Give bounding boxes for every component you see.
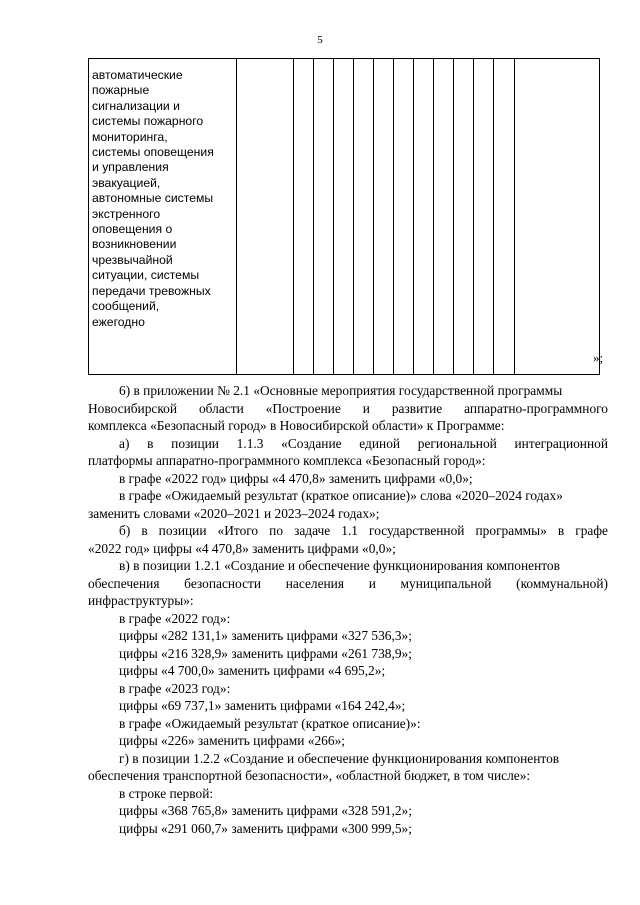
text-line: г) в позиции 1.2.2 «Создание и обеспечение функционирования компонентов [119, 750, 560, 766]
text-line: цифры «216 328,9» заменить цифрами «261 738,9»; [119, 645, 412, 661]
cell-text-line: эвакуацией, [92, 175, 161, 190]
text-line: цифры «226» заменить цифрами «266»; [119, 733, 345, 748]
cell-text-line: системы пожарного [92, 114, 204, 129]
table-row [89, 59, 600, 375]
cell-text-line: ежегодно [92, 314, 145, 329]
text-line: в графе «2022 год» цифры «4 470,8» заменить цифрами «0,0»; [119, 470, 473, 486]
table-cell [354, 59, 374, 375]
table-cell [294, 59, 314, 375]
table-cell [334, 59, 354, 375]
text-line: б) в позиции «Итого по задаче 1.1 государственной программы» в графе [119, 523, 608, 538]
cell-text-line: автономные системы [92, 191, 214, 206]
text-line: в строке первой: [119, 785, 214, 801]
page-number: 5 [317, 34, 323, 46]
table-cell [454, 59, 474, 375]
text-line: обеспечения безопасности населения и муниципальной (коммунальной) [88, 575, 608, 591]
text-line: цифры «291 060,7» заменить цифрами «300 999,5»; [119, 820, 412, 836]
table-closing-quote: »; [593, 350, 604, 365]
text-line: в графе «Ожидаемый результат (краткое описание)»: [119, 715, 421, 731]
cell-text-line: сообщений, [92, 299, 160, 314]
cell-text-line: и управления [92, 160, 169, 175]
text-line: инфраструктуры»: [88, 593, 194, 608]
description-cell [89, 59, 237, 375]
text-line: в графе «2022 год»: [119, 610, 231, 626]
table-cell [414, 59, 434, 375]
text-line: обеспечения транспортной безопасности», «областной бюджет, в том числе»: [88, 768, 531, 783]
text-line: цифры «282 131,1» заменить цифрами «327 536,3»; [119, 628, 412, 643]
text-line: Новосибирской области «Построение и развитие аппаратно-программного [88, 400, 608, 416]
text-line: 6) в приложении № 2.1 «Основные мероприятия государственной программы [119, 383, 563, 398]
text-line: цифры «4 700,0» заменить цифрами «4 695,2»; [119, 663, 386, 678]
text-line: цифры «69 737,1» заменить цифрами «164 242,4»; [119, 698, 406, 713]
cell-text-line: системы оповещения [92, 145, 214, 160]
table-cell [494, 59, 515, 375]
cell-text-line: передачи тревожных [92, 283, 211, 298]
table-cell [374, 59, 394, 375]
table-grid [88, 58, 600, 375]
cell-text-line: оповещения о [92, 222, 173, 237]
text-line: комплекса «Безопасный город» в Новосибирской области» к Программе: [88, 418, 505, 433]
table-cell [237, 59, 294, 375]
text-line: в графе «2023 год»: [119, 680, 231, 696]
text-line: цифры «368 765,8» заменить цифрами «328 591,2»; [119, 803, 412, 818]
cell-text-line: чрезвычайной [92, 252, 173, 267]
text-line: «2022 год» цифры «4 470,8» заменить цифрами «0,0»; [88, 540, 396, 556]
text-line: платформы аппаратно-программного комплекса «Безопасный город»: [88, 453, 486, 468]
text-line: в) в позиции 1.2.1 «Создание и обеспечение функционирования компонентов [119, 558, 560, 573]
cell-text-line: экстренного [92, 206, 161, 221]
text-line: а) в позиции 1.1.3 «Создание единой региональной интеграционной [119, 435, 608, 451]
cell-text-line: автоматические [92, 68, 183, 82]
cell-text-line: пожарные [92, 83, 150, 98]
text-line: в графе «Ожидаемый результат (краткое описание)» слова «2020–2024 годах» [119, 488, 563, 503]
table-cell [474, 59, 494, 375]
text-line: заменить словами «2020–2021 и 2023–2024 годах»; [88, 505, 380, 521]
table-cell [515, 59, 600, 375]
cell-text-line: мониторинга, [92, 129, 168, 144]
cell-text-line: возникновении [92, 237, 177, 252]
table-cell [394, 59, 414, 375]
table-cell [314, 59, 334, 375]
cell-text-line: сигнализации и [92, 98, 180, 113]
cell-text-line: ситуации, системы [92, 268, 200, 283]
table-cell [434, 59, 454, 375]
amendment-table [88, 58, 600, 375]
